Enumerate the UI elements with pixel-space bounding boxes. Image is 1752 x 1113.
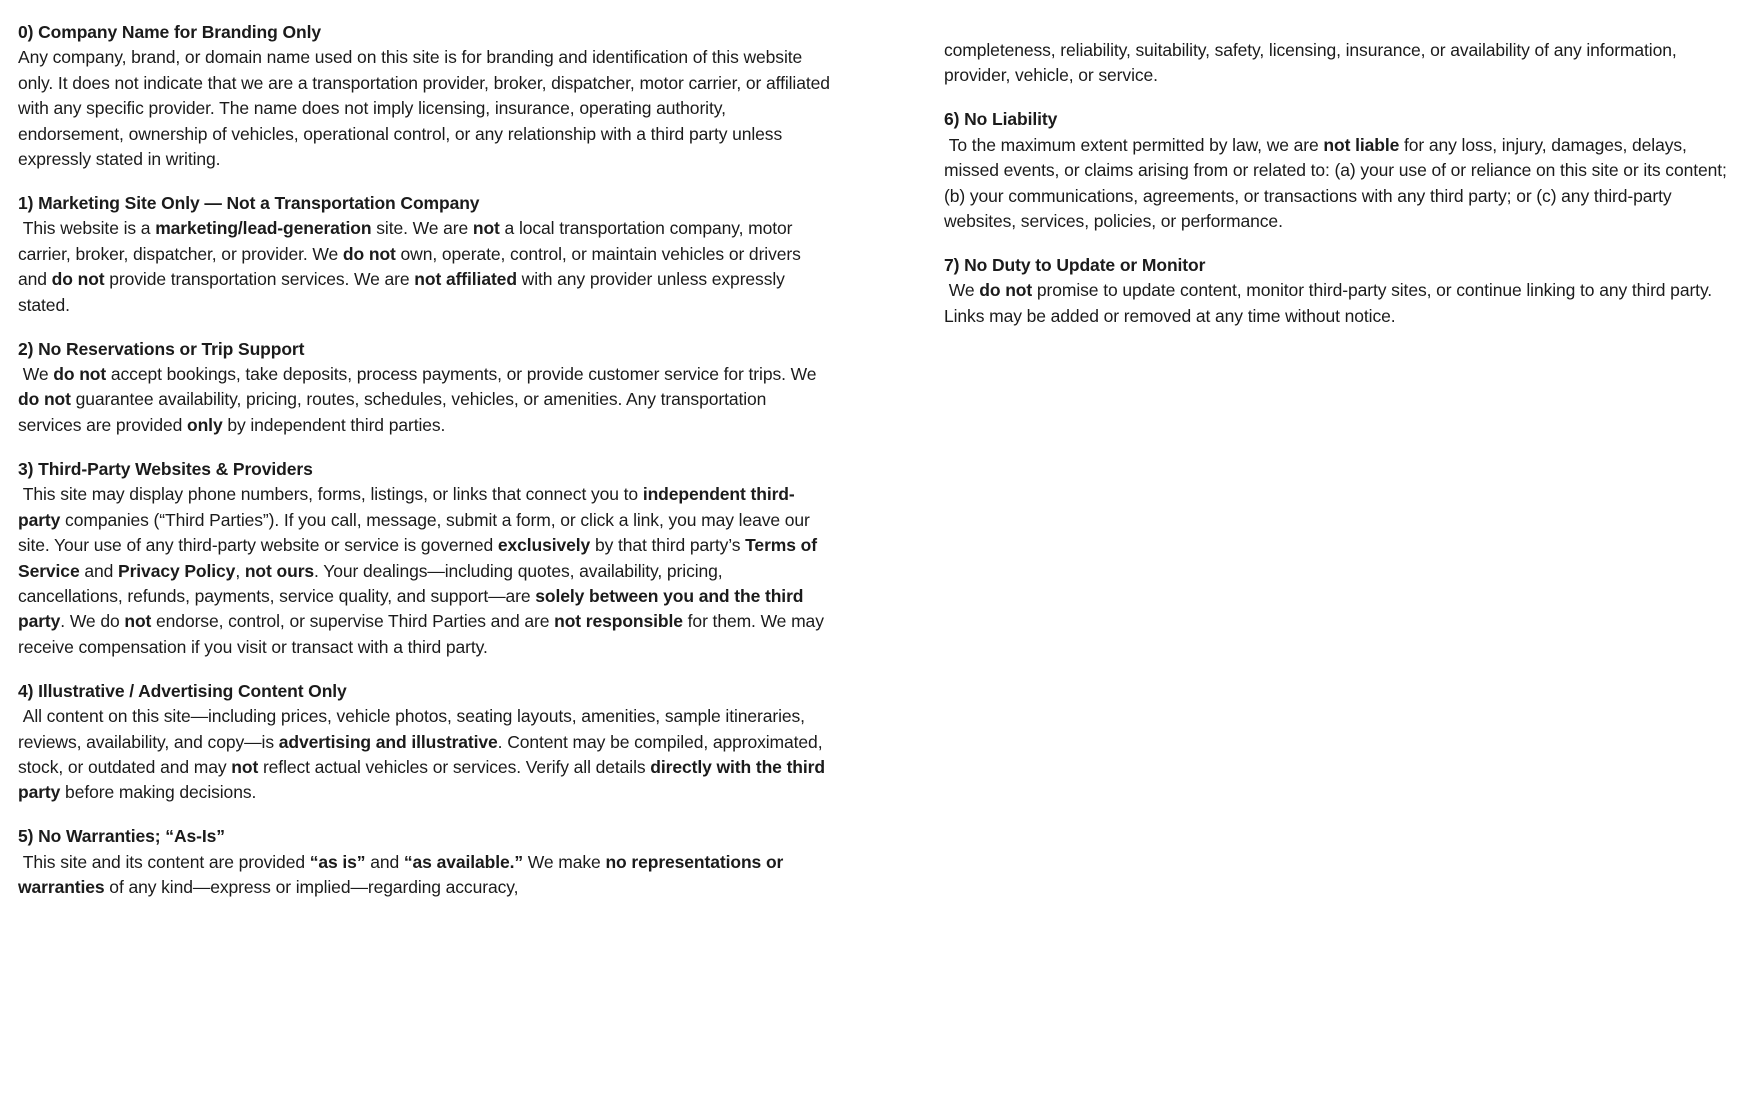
section-marketing-site-only bbox=[18, 191, 830, 318]
section-no-liability bbox=[944, 107, 1734, 234]
section-heading: 6) No Liability bbox=[944, 109, 1058, 130]
section-no-reservations bbox=[18, 337, 830, 439]
section-heading: 2) No Reservations or Trip Support bbox=[18, 338, 305, 359]
section-heading: 7) No Duty to Update or Monitor bbox=[944, 255, 1206, 276]
section-body: completeness, reliability, suitability, safety, licensing, insurance, or availability of any information, provider, vehicle, or service. bbox=[944, 40, 1682, 86]
right-column bbox=[944, 38, 1734, 348]
section-heading: 3) Third-Party Websites & Providers bbox=[18, 458, 313, 479]
section-no-warranties-continued bbox=[944, 38, 1734, 89]
section-illustrative-content bbox=[18, 679, 830, 806]
section-company-name-branding bbox=[18, 20, 835, 172]
section-body: This site may display phone numbers, forms, listings, or links that connect you to independent third-party companies (“Third Parties”). If you call, message, submit a form, or click a link, you may leave our site. Your use of any third-party website or service is governed exclusively by that third party’s Terms of Service and Privacy Policy, not ours. Your dealings—including quotes, availability, pricing, cancellations, refunds, payments, service quality, and support—are solely between you and the third party. We do not endorse, control, or supervise Third Parties and are not responsible for them. We may receive compensation if you visit or transact with a third party. bbox=[18, 484, 829, 657]
section-heading: 5) No Warranties; “As-Is” bbox=[18, 826, 225, 847]
section-body: We do not accept bookings, take deposits, process payments, or provide customer service for trips. We do not guarantee availability, pricing, routes, schedules, vehicles, or amenities. Any transportation services are provided only by independent third parties. bbox=[18, 364, 822, 435]
section-body: All content on this site—including prices, vehicle photos, seating layouts, amenities, sample itineraries, reviews, availability, and copy—is advertising and illustrative. Content may be compiled, approximated, stock, or outdated and may not reflect actual vehicles or services. Verify all details directly with the third party before making decisions. bbox=[18, 706, 830, 803]
section-body: This site and its content are provided “as is” and “as available.” We make no representations or warranties of any kind—express or implied—regarding accuracy, bbox=[18, 851, 789, 898]
section-heading: 0) Company Name for Branding Only bbox=[18, 22, 321, 42]
section-body: Any company, brand, or domain name used on this site is for branding and identification of this website only. It does not indicate that we are a transportation provider, broker, dispatcher, motor carrier, or affiliated with any specific provider. The name does not imply licensing, insurance, operating authority, endorsement, ownership of vehicles, operational control, or any relationship with a third party unless expressly stated in writing. bbox=[18, 47, 835, 170]
section-no-duty-to-update bbox=[944, 253, 1734, 329]
section-third-party-websites bbox=[18, 457, 830, 660]
section-body: We do not promise to update content, monitor third-party sites, or continue linking to any third party. Links may be added or removed at any time without notice. bbox=[944, 280, 1717, 326]
left-column bbox=[18, 20, 835, 919]
section-body: To the maximum extent permitted by law, we are not liable for any loss, injury, damages, delays, missed events, or claims arising from or related to: (a) your use of or reliance on this site or its content; (b) your communications, agreements, or transactions with any third party; or (c) any third-party websites, services, policies, or performance. bbox=[944, 134, 1732, 232]
section-body: This website is a marketing/lead-generation site. We are not a local transportation company, motor carrier, broker, dispatcher, or provider. We do not own, operate, control, or maintain vehicles or drivers and do not provide transportation services. We are not affiliated with any provider unless expressly stated. bbox=[18, 218, 806, 315]
section-no-warranties bbox=[18, 824, 830, 900]
section-heading: 4) Illustrative / Advertising Content Only bbox=[18, 680, 347, 701]
section-heading: 1) Marketing Site Only — Not a Transportation Company bbox=[18, 193, 480, 214]
